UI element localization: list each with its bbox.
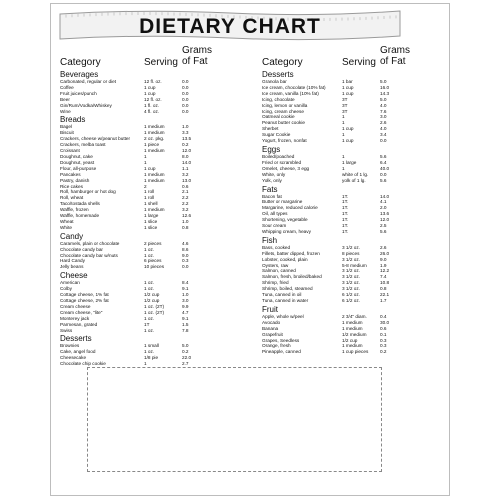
fat-header-line2: of Fat — [182, 56, 208, 67]
serving-size: 1 — [144, 153, 147, 159]
food-name: Sour cream — [262, 223, 287, 229]
serving-size: 1 shell — [144, 201, 158, 207]
serving-size: 1 — [144, 361, 147, 367]
food-name: Biscuit — [60, 130, 74, 136]
food-name: Chocolate candy bar — [60, 246, 103, 252]
food-row — [262, 298, 422, 304]
food-name: Carbonated, regular or diet — [60, 79, 117, 84]
food-name: White — [60, 224, 72, 230]
section-heading: Fruit — [262, 304, 278, 314]
left-column-header — [60, 43, 220, 69]
fat-grams: 5.0 — [380, 79, 387, 84]
serving-size: 8 pieces — [342, 250, 360, 256]
food-name: Bass, cooked — [262, 244, 291, 250]
food-name: Hard Candy — [60, 258, 86, 264]
food-name: Jelly beans — [60, 264, 84, 270]
food-name: Taco/tostada shells — [60, 201, 100, 207]
serving-size: 3 1/2 oz. — [342, 244, 360, 250]
serving-size: 1 — [144, 159, 147, 165]
food-name: Caramels, plain or chocolate — [60, 240, 120, 246]
left-table — [60, 70, 220, 367]
serving-size: 1 slice — [144, 224, 158, 230]
fat-grams: 4.6 — [182, 240, 189, 246]
food-name: Gin/Rum/Vodka/Whiskey — [60, 102, 112, 108]
food-name: Swiss — [60, 327, 73, 333]
food-name: Salmon, fresh, broiled/baked — [262, 274, 322, 280]
serving-size: 1 cup — [342, 84, 354, 90]
food-name: Pancakes — [60, 171, 81, 177]
serving-size: 1 oz. (2T) — [144, 309, 165, 315]
serving-size: 1/2 medium — [342, 331, 367, 337]
serving-size: white of 1 lg. — [342, 171, 369, 177]
food-name: Rice cakes — [60, 183, 83, 189]
food-name: Icing, cream cheese — [262, 108, 304, 114]
food-name: Roll, wheat — [60, 195, 84, 201]
fat-grams: 2.0 — [380, 205, 387, 211]
fat-grams: 1.7 — [380, 298, 387, 303]
serving-size: 1 cup pieces — [342, 349, 369, 355]
right-table — [262, 70, 422, 355]
fat-grams: 5.6 — [380, 153, 387, 159]
food-name: White, only — [262, 171, 286, 177]
food-name: Pastry, danish — [60, 177, 90, 183]
serving-size: 3 1/2 oz. — [342, 274, 360, 280]
fat-grams: 3.4 — [380, 132, 387, 138]
food-name: Chocolate chip cookie — [60, 361, 106, 367]
food-name: Waffle, homemade — [60, 213, 100, 219]
fat-grams: 3.3 — [182, 130, 189, 136]
food-name: Boiled/poached — [262, 153, 295, 159]
fat-grams: 14.0 — [380, 193, 390, 199]
fat-grams: 8.4 — [182, 280, 189, 286]
serving-size: 3 1/2 oz. — [342, 256, 360, 262]
serving-size: 1 cup — [144, 90, 156, 96]
notes-box[interactable] — [87, 367, 382, 472]
food-name: Fruit juices/punch — [60, 90, 97, 96]
fat-grams: 0.4 — [380, 313, 387, 319]
serving-size: 1 large — [342, 159, 357, 165]
fat-grams: 40.0 — [380, 165, 390, 171]
food-name: Cottage cheese, 1% fat — [60, 292, 109, 298]
fat-grams: 0.8 — [182, 224, 189, 230]
fat-grams: 0.3 — [380, 343, 387, 349]
food-name: Cream cheese — [60, 303, 91, 309]
right-column-header — [262, 43, 422, 69]
serving-size: 6 1/2 oz. — [342, 298, 360, 303]
fat-grams: 7.8 — [182, 327, 189, 333]
food-name: Avocado — [262, 319, 281, 325]
food-name: Icing, chocolate — [262, 96, 295, 102]
food-name: Margarine, reduced calorie — [262, 205, 318, 211]
fat-grams: 0.0 — [380, 171, 387, 177]
serving-size: 1T. — [342, 223, 349, 229]
serving-size: 1T. — [342, 193, 349, 199]
fat-grams: 9.1 — [182, 315, 189, 321]
fat-grams: 5.0 — [182, 343, 189, 349]
fat-grams: 1.5 — [182, 321, 189, 327]
fat-grams: 0.1 — [380, 331, 387, 337]
serving-size: 3 1/2 oz. — [342, 286, 360, 292]
serving-header: Serving — [342, 57, 376, 68]
serving-size: 2 — [144, 183, 147, 189]
food-name: Tuna, canned in oil — [262, 292, 302, 298]
serving-size: 6 pieces — [144, 258, 162, 264]
serving-size: 1/2 cup — [144, 292, 160, 298]
serving-size: 10 pieces — [144, 264, 165, 270]
page-title: DIETARY CHART — [139, 15, 321, 38]
serving-size: yolk of 1 lg. — [342, 177, 366, 183]
fat-grams: 5.6 — [380, 177, 387, 183]
serving-size: 1 roll — [144, 189, 155, 195]
fat-grams: 0.2 — [380, 349, 387, 355]
fat-grams: 10.8 — [380, 280, 390, 286]
fat-grams: 5.6 — [380, 228, 387, 234]
serving-size: 12 fl. oz. — [144, 96, 162, 102]
food-name: Granola bar — [262, 79, 287, 84]
fat-grams: 0.0 — [380, 138, 387, 144]
serving-size: 1 oz. — [144, 349, 155, 355]
fat-grams: 0.0 — [182, 108, 189, 114]
serving-size: 3 1/2 oz. — [342, 280, 360, 286]
serving-size: 1 cup — [342, 126, 354, 132]
food-name: Whipping cream, heavy — [262, 228, 311, 234]
serving-size: 1 fl. oz. — [144, 102, 160, 108]
food-row — [262, 229, 422, 235]
serving-size: 1 medium — [144, 207, 165, 213]
food-name: Apple, whole w/peel — [262, 313, 304, 319]
food-row — [60, 109, 220, 115]
food-name: Pineapple, canned — [262, 349, 301, 355]
fat-grams: 0.2 — [182, 349, 189, 355]
fat-grams: 9.0 — [380, 256, 387, 262]
fat-grams: 14.3 — [380, 90, 390, 96]
food-name: Wine — [60, 108, 71, 114]
serving-header: Serving — [144, 57, 178, 68]
food-name: Doughnut, cake — [60, 153, 93, 159]
serving-size: 1 — [342, 153, 345, 159]
fat-grams: 3.0 — [182, 298, 189, 303]
food-name: Roll, hamburger or hot dog — [60, 189, 116, 195]
fat-grams: 3.2 — [182, 207, 189, 213]
serving-size: 1 — [342, 114, 345, 120]
serving-size: 1 medium — [342, 343, 363, 349]
food-name: Oil, all types — [262, 211, 288, 217]
fat-header-line1: Grams — [182, 45, 212, 56]
serving-size: 1 bar — [342, 79, 353, 84]
food-name: Monterey jack — [60, 315, 90, 321]
section-heading: Eggs — [262, 144, 281, 154]
fat-grams: 16.0 — [380, 84, 390, 90]
serving-size: 1T. — [342, 228, 349, 234]
fat-grams: 26.0 — [380, 250, 390, 256]
food-name: Parmesan, grated — [60, 321, 98, 327]
food-row — [60, 264, 220, 270]
section-heading: Fish — [262, 235, 278, 245]
food-row — [60, 225, 220, 231]
fat-grams: 0.6 — [182, 183, 189, 189]
serving-size: 1T. — [342, 199, 349, 205]
section-heading: Fats — [262, 184, 278, 194]
serving-size: 1 oz. — [144, 286, 155, 292]
serving-size: 1 medium — [342, 325, 363, 331]
fat-grams: 4.0 — [380, 102, 387, 108]
fat-grams: 2.1 — [182, 189, 189, 195]
food-row — [60, 328, 220, 334]
serving-size: 2 3/4" diam. — [342, 313, 367, 319]
section-heading: Desserts — [262, 70, 294, 79]
serving-size: 1 piece — [144, 142, 160, 148]
food-name: Cream cheese, "lite" — [60, 309, 103, 315]
left-column — [60, 43, 220, 367]
food-name: Doughnut, yeast — [60, 159, 95, 165]
serving-size: 1T. — [342, 211, 349, 217]
fat-grams: 0.3 — [380, 337, 387, 343]
fat-grams: 7.4 — [380, 274, 387, 280]
food-name: Peanut butter cookie — [262, 120, 305, 126]
fat-grams: 12.0 — [182, 148, 192, 154]
fat-grams: 0.0 — [182, 79, 189, 84]
serving-size: 1 cup — [342, 138, 354, 144]
food-name: Tuna, canned in water — [262, 298, 309, 303]
serving-size: 12 fl. oz. — [144, 79, 162, 84]
fat-grams: 2.7 — [182, 361, 189, 367]
food-name: American — [60, 280, 80, 286]
serving-size: 1/2 cup — [342, 337, 358, 343]
fat-grams: 9.1 — [182, 286, 189, 292]
fat-grams: 9.9 — [182, 303, 189, 309]
food-name: Wheat — [60, 218, 74, 224]
serving-size: 1 oz. (2T) — [144, 303, 165, 309]
section-heading: Cheese — [60, 271, 88, 281]
fat-grams: 1.0 — [182, 218, 189, 224]
fat-grams: 2.6 — [380, 244, 387, 250]
food-name: Crackers, melba toast — [60, 142, 106, 148]
serving-size: 3 1/2 oz. — [342, 268, 360, 274]
serving-size: 1T — [144, 321, 150, 327]
serving-size: 1 oz. — [144, 280, 155, 286]
fat-grams: 3.0 — [380, 114, 387, 120]
serving-size: 1/8 pie — [144, 355, 159, 361]
serving-size: 5-8 medium — [342, 262, 367, 268]
food-name: Salmon, canned — [262, 268, 296, 274]
fat-grams: 1.0 — [182, 292, 189, 298]
fat-grams: 0.0 — [182, 102, 189, 108]
fat-grams: 0.0 — [182, 96, 189, 102]
fat-grams: 0.3 — [182, 258, 189, 264]
serving-size: 4 fl. oz. — [144, 108, 160, 114]
fat-grams: 6.4 — [380, 159, 387, 165]
fat-grams: 4.7 — [182, 309, 189, 315]
fat-grams: 22.1 — [380, 292, 390, 298]
food-name: Fillets, batter dipped, frozen — [262, 250, 320, 256]
food-name: Icing, lemon or vanilla — [262, 102, 308, 108]
fat-grams: 22.0 — [182, 355, 192, 361]
serving-size: 3T — [342, 96, 348, 102]
food-name: Cheesecake — [60, 355, 87, 361]
fat-grams: 7.6 — [380, 108, 387, 114]
serving-size: 2 oz. pkg. — [144, 136, 165, 142]
serving-size: 1 small — [144, 343, 159, 349]
fat-grams: 2.6 — [380, 120, 387, 126]
food-row — [262, 178, 422, 184]
serving-size: 1 cup — [342, 90, 354, 96]
fat-grams: 1.0 — [182, 124, 189, 130]
fat-grams: 9.0 — [182, 252, 189, 258]
serving-size: 1 — [342, 132, 345, 138]
food-name: Crackers, cheese w/peanut butter — [60, 136, 131, 142]
fat-grams: 2.5 — [380, 223, 387, 229]
serving-size: 3T — [342, 102, 348, 108]
fat-grams: 0.6 — [380, 325, 387, 331]
section-heading: Candy — [60, 231, 84, 241]
title-banner — [58, 8, 402, 42]
fat-grams: 3.2 — [182, 171, 189, 177]
fat-grams: 1.1 — [182, 165, 189, 171]
fat-grams: 13.0 — [182, 177, 192, 183]
food-row — [262, 349, 422, 355]
serving-size: 1 oz. — [144, 327, 155, 333]
food-name: Flour, all-purpose — [60, 165, 97, 171]
serving-size: 1T. — [342, 217, 349, 223]
serving-size: 1 cup — [144, 165, 156, 171]
fat-grams: 13.6 — [380, 211, 390, 217]
food-name: Fried or scrambled — [262, 159, 302, 165]
serving-size: 3T — [342, 108, 348, 114]
food-name: Lobster, cooked, plain — [262, 256, 308, 262]
serving-size: 1 medium — [144, 148, 165, 154]
food-name: Omelet, cheese, 3 egg — [262, 165, 310, 171]
fat-grams: 8.6 — [182, 246, 189, 252]
fat-grams: 14.0 — [182, 159, 192, 165]
food-name: Oatmeal cookie — [262, 114, 295, 120]
food-name: Yogurt, frozen, nonfat — [262, 138, 307, 144]
fat-grams: 4.1 — [380, 199, 387, 205]
fat-grams: 0.0 — [182, 84, 189, 90]
serving-size: 6 1/2 oz. — [342, 292, 360, 298]
serving-size: 1 oz. — [144, 252, 155, 258]
serving-size: 1 — [342, 120, 345, 126]
food-name: Oysters, raw — [262, 262, 289, 268]
food-name: Cottage cheese, 2% fat — [60, 298, 109, 303]
serving-size: 1 medium — [144, 130, 165, 136]
fat-grams: 0.2 — [182, 142, 189, 148]
serving-size: 1 slice — [144, 218, 158, 224]
food-name: Yolk, only — [262, 177, 282, 183]
food-name: Orange, fresh — [262, 343, 291, 349]
category-header: Category — [262, 57, 303, 68]
section-heading: Beverages — [60, 70, 99, 79]
food-name: Bagel — [60, 124, 72, 130]
serving-size: 1 oz. — [144, 246, 155, 252]
food-name: Croissant — [60, 148, 80, 154]
food-name: Bacon fat — [262, 193, 282, 199]
food-name: Butter or margarine — [262, 199, 303, 205]
serving-size: 2 pieces — [144, 240, 162, 246]
food-name: Sherbet — [262, 126, 279, 132]
fat-header-line2: of Fat — [380, 56, 406, 67]
fat-grams: 5.0 — [380, 96, 387, 102]
serving-size: 1 medium — [342, 319, 363, 325]
fat-grams: 12.0 — [380, 217, 390, 223]
serving-size: 1 cup — [144, 84, 156, 90]
food-name: Coffee — [60, 84, 74, 90]
fat-grams: 4.0 — [380, 126, 387, 132]
food-row — [262, 138, 422, 144]
section-heading: Breads — [60, 115, 86, 125]
food-name: Shrimp, boiled, steamed — [262, 286, 313, 292]
food-name: Shortening, vegetable — [262, 217, 308, 223]
food-name: Banana — [262, 325, 279, 331]
fat-grams: 13.5 — [182, 136, 192, 142]
fat-grams: 2.2 — [182, 201, 189, 207]
serving-size: 1 large — [144, 213, 159, 219]
food-name: Ice cream, chocolate (10% fat) — [262, 84, 326, 90]
fat-grams: 0.0 — [182, 264, 189, 270]
food-name: Brownies — [60, 343, 80, 349]
fat-grams: 12.2 — [380, 268, 390, 274]
right-column — [262, 43, 422, 355]
food-name: Shrimp, fried — [262, 280, 289, 286]
serving-size: 1/2 cup — [144, 298, 160, 303]
fat-grams: 30.0 — [380, 319, 390, 325]
serving-size: 1 oz. — [144, 315, 155, 321]
food-name: Colby — [60, 286, 72, 292]
food-name: Cake, angel food — [60, 349, 96, 355]
serving-size: 1T. — [342, 205, 349, 211]
fat-grams: 0.8 — [380, 286, 387, 292]
serving-size: 1 medium — [144, 177, 165, 183]
food-name: Chocolate candy bar w/nuts — [60, 252, 118, 258]
food-name: Sugar Cookie — [262, 132, 291, 138]
food-name: Grapefruit — [262, 331, 283, 337]
serving-size: 1 roll — [144, 195, 155, 201]
fat-grams: 2.2 — [182, 195, 189, 201]
food-name: Waffle, frozen — [60, 207, 89, 213]
serving-size: 1 medium — [144, 171, 165, 177]
food-name: Beer — [60, 96, 70, 102]
serving-size: 1 — [342, 165, 345, 171]
fat-grams: 1.9 — [380, 262, 387, 268]
fat-grams: 12.6 — [182, 213, 192, 219]
food-name: Ice cream, vanilla (10% fat) — [262, 90, 319, 96]
fat-grams: 8.0 — [182, 153, 189, 159]
food-name: Grapes, Seedless — [262, 337, 300, 343]
fat-grams: 0.0 — [182, 90, 189, 96]
category-header: Category — [60, 57, 101, 68]
section-heading: Desserts — [60, 334, 92, 344]
fat-header-line1: Grams — [380, 45, 410, 56]
serving-size: 1 medium — [144, 124, 165, 130]
